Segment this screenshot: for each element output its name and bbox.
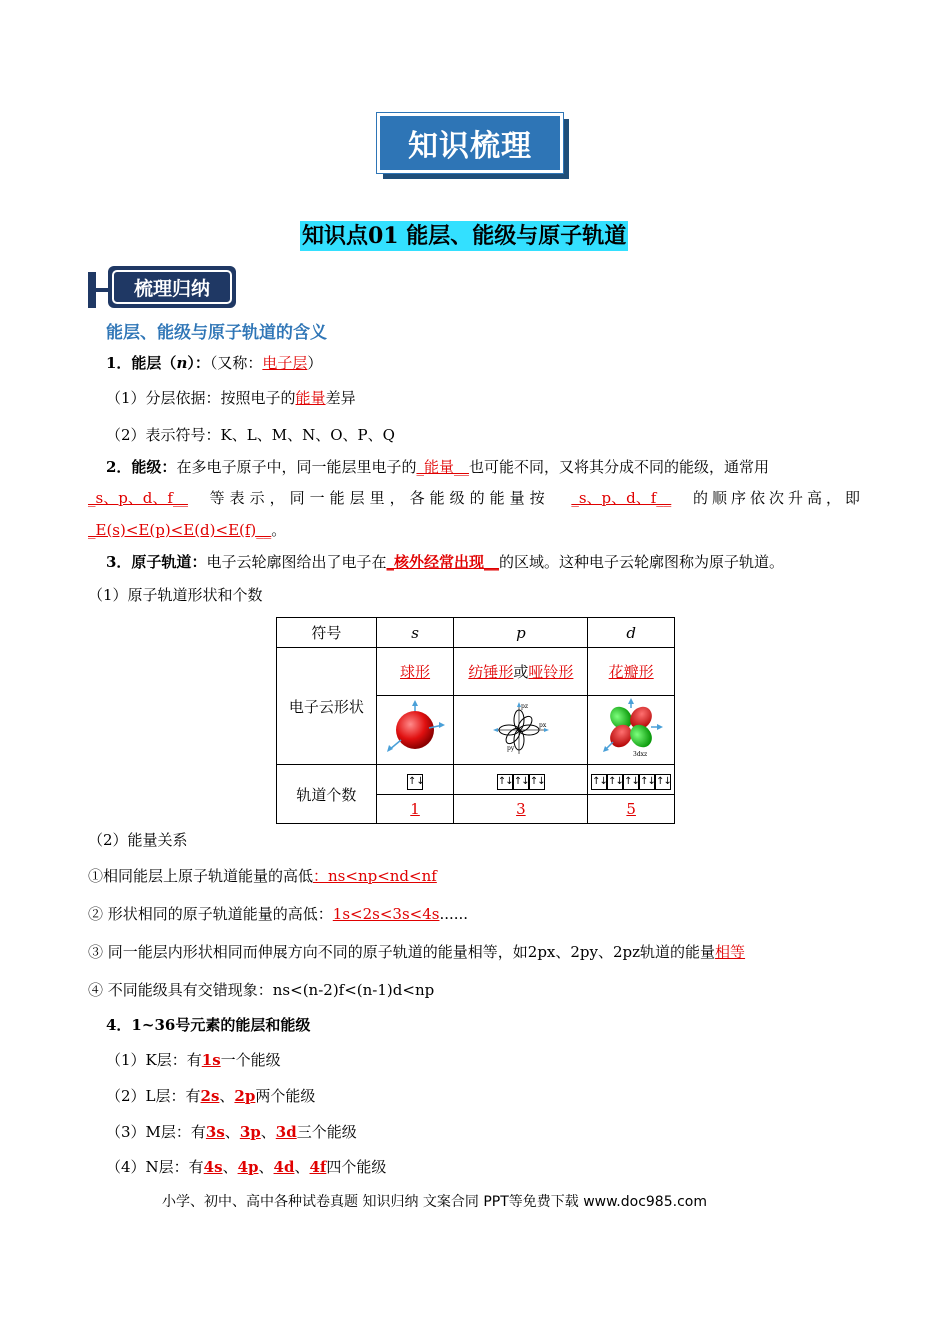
shell-k	[106, 1049, 281, 1070]
item-2-answer-3: _s、p、d、f__	[571, 489, 672, 507]
energy-relation-title: （2）能量关系	[88, 831, 188, 849]
summary-tag	[88, 266, 238, 312]
d-boxes	[588, 765, 675, 795]
shell-n-sep-2: 、	[258, 1158, 274, 1176]
shell-k-1s: 1s	[201, 1051, 221, 1069]
shell-k-post: 一个能级	[220, 1051, 281, 1069]
item-1-head: 1．能层（	[106, 354, 177, 372]
shell-n-pre: （4）N层：有	[106, 1158, 204, 1176]
p-orbital-dumbbell-icon	[489, 698, 553, 758]
d-shape-cell	[588, 648, 675, 696]
item-2-text-3: 等表示，同一能层里，各能级的能量按	[209, 489, 550, 507]
shell-m-3d: 3d	[275, 1123, 297, 1141]
orbital-box: ↑↓	[607, 774, 623, 790]
shell-n	[106, 1156, 386, 1177]
orbital-box: ↑↓	[639, 774, 655, 790]
item-2-text-5: 。	[271, 521, 287, 539]
banner-title: 知识梳理	[377, 113, 563, 173]
p-boxes	[454, 765, 588, 795]
d-orbital-label: 3dxz	[633, 751, 648, 758]
basis-answer: 能量	[295, 389, 326, 407]
rule-2-text: ② 形状相同的原子轨道能量的高低：	[88, 905, 333, 923]
shell-l-pre: （2）L层：有	[106, 1087, 201, 1105]
shell-n-4s: 4s	[203, 1158, 223, 1176]
item-2-head: 2．能级：	[106, 458, 177, 476]
item-1-tail: ）：	[187, 354, 210, 372]
energy-rule-4: ④ 不同能级具有交错现象：ns<(n-2)f<(n-1)d<np	[88, 981, 435, 999]
basis-pre: （1）分层依据：按照电子的	[106, 389, 296, 407]
shell-l-sep: 、	[219, 1087, 235, 1105]
section-banner	[377, 113, 571, 180]
item-3-head: 3．原子轨道：	[106, 553, 207, 571]
d-count-cell	[588, 795, 675, 824]
page-footer: 小学、初中、高中各种试卷真题 知识归纳 文案合同 PPT等免费下载 www.doc985.com	[162, 1194, 707, 1210]
orbital-box: ↑↓	[655, 774, 671, 790]
s-orbital-sphere-icon	[383, 698, 447, 758]
orbital-box: ↑↓	[513, 774, 529, 790]
basis-post: 差异	[325, 389, 356, 407]
energy-rule-2	[88, 903, 468, 924]
header-p: p	[454, 618, 588, 648]
shell-n-post: 四个能级	[326, 1158, 387, 1176]
p-label-z: pz	[520, 703, 528, 710]
orbital-box: ↑↓	[497, 774, 513, 790]
shape-name-row	[277, 648, 675, 696]
shell-l-2s: 2s	[200, 1087, 220, 1105]
shell-l-post: 两个能级	[255, 1087, 316, 1105]
item-2-answer-2: _s、p、d、f__	[88, 489, 188, 507]
item-2-answer-4: _E(s)<E(p)<E(d)<E(f)__	[88, 521, 272, 539]
row-label-shape: 电子云形状	[277, 648, 377, 765]
shell-n-4f: 4f	[309, 1158, 327, 1176]
shell-m-pre: （3）M层：有	[106, 1123, 206, 1141]
section-title: 能层、能级与原子轨道的含义	[106, 323, 327, 343]
knowledge-point-title: 知识点01 能层、能级与原子轨道	[302, 223, 627, 249]
item-2-text-1: 在多电子原子中，同一能层里电子的	[176, 458, 417, 476]
rule-2-post: ......	[439, 905, 469, 923]
orbital-box: ↑↓	[529, 774, 545, 790]
s-boxes	[376, 765, 454, 795]
energy-rule-3	[88, 941, 745, 962]
shell-m-sep-2: 、	[260, 1123, 276, 1141]
tag-label: 梳理归纳	[112, 270, 232, 304]
item-1-n: n	[176, 354, 188, 372]
p-count-cell	[454, 795, 588, 824]
row-label-count: 轨道个数	[277, 765, 377, 824]
shell-n-4p: 4p	[237, 1158, 259, 1176]
shell-m-sep-1: 、	[224, 1123, 240, 1141]
shell-m-3s: 3s	[205, 1123, 225, 1141]
item-3-sub-1: （1）原子轨道形状和个数	[88, 586, 263, 604]
shell-l	[106, 1085, 315, 1106]
item-2-text-4: 的顺序依次升高，即	[692, 489, 864, 507]
orbital-table	[276, 617, 675, 824]
rule-2-answer: 1s<2s<3s<4s	[332, 905, 440, 923]
s-shape-cell	[376, 648, 454, 696]
p-count: 3	[516, 800, 526, 818]
tag-pill	[108, 266, 236, 308]
rule-1-answer: ：ns<np<nd<nf	[313, 867, 437, 885]
d-orbital-clover-icon	[599, 698, 663, 758]
item-1-symbols: （2）表示符号：K、L、M、N、O、P、Q	[106, 426, 395, 444]
item-3-orbital	[106, 551, 784, 572]
header-d: d	[588, 618, 675, 648]
header-symbol: 符号	[277, 618, 377, 648]
rule-3-answer: 相等	[715, 943, 746, 961]
d-shape: 花瓣形	[608, 663, 654, 681]
item-1-pre: （又称：	[209, 354, 263, 372]
rule-1-text: ①相同能层上原子轨道能量的高低	[88, 867, 314, 885]
item-1-answer: 电子层	[262, 354, 308, 372]
energy-rule-1	[88, 865, 437, 886]
item-4-title: 4．1~36号元素的能层和能级	[106, 1016, 311, 1034]
p-label-x: px	[538, 722, 547, 729]
p-label-y: py	[506, 745, 515, 752]
shell-n-sep-1: 、	[222, 1158, 238, 1176]
table-header-row	[277, 618, 675, 648]
item-2-line-2	[88, 487, 864, 508]
orbital-box: ↑↓	[591, 774, 607, 790]
d-count: 5	[626, 800, 636, 818]
shell-n-sep-3: 、	[294, 1158, 310, 1176]
orbital-box: ↑↓	[623, 774, 639, 790]
item-1-energy-shell	[106, 352, 322, 373]
item-2-line-1	[106, 456, 769, 477]
shell-n-4d: 4d	[273, 1158, 295, 1176]
s-shape: 球形	[400, 663, 431, 681]
p-shape-1: 纺锤形	[468, 662, 514, 681]
p-shape-cell	[454, 648, 588, 696]
rule-3-text: ③ 同一能层内形状相同而伸展方向不同的原子轨道的能量相等，如2px、2py、2pz轨道的能量	[88, 943, 716, 961]
s-count: 1	[410, 800, 420, 818]
s-orbital-image-cell	[376, 696, 454, 765]
tag-bar	[88, 272, 96, 308]
item-2-answer-1: _能量__	[416, 458, 469, 476]
orbital-box: ↑↓	[407, 774, 423, 790]
p-orbital-image-cell	[454, 696, 588, 765]
shell-k-pre: （1）K层：有	[106, 1051, 202, 1069]
shell-l-2p: 2p	[234, 1087, 256, 1105]
shell-m	[106, 1121, 357, 1142]
p-shape-or: 或	[513, 662, 529, 681]
p-shape-2: 哑铃形	[528, 662, 574, 681]
shell-m-post: 三个能级	[296, 1123, 357, 1141]
item-3-text-2: 的区域。这种电子云轮廓图称为原子轨道。	[498, 553, 784, 571]
shell-m-3p: 3p	[239, 1123, 261, 1141]
header-s: s	[376, 618, 454, 648]
s-count-cell	[376, 795, 454, 824]
item-1-basis	[106, 387, 356, 408]
item-2-text-2: 也可能不同，又将其分成不同的能级，通常用	[468, 458, 769, 476]
item-1-post: ）	[307, 354, 323, 372]
item-3-answer: _核外经常出现__	[386, 553, 499, 571]
item-2-line-3	[88, 519, 286, 540]
item-3-text-1: 电子云轮廓图给出了电子在	[206, 553, 387, 571]
orbital-box-row	[277, 765, 675, 795]
d-orbital-image-cell	[588, 696, 675, 765]
